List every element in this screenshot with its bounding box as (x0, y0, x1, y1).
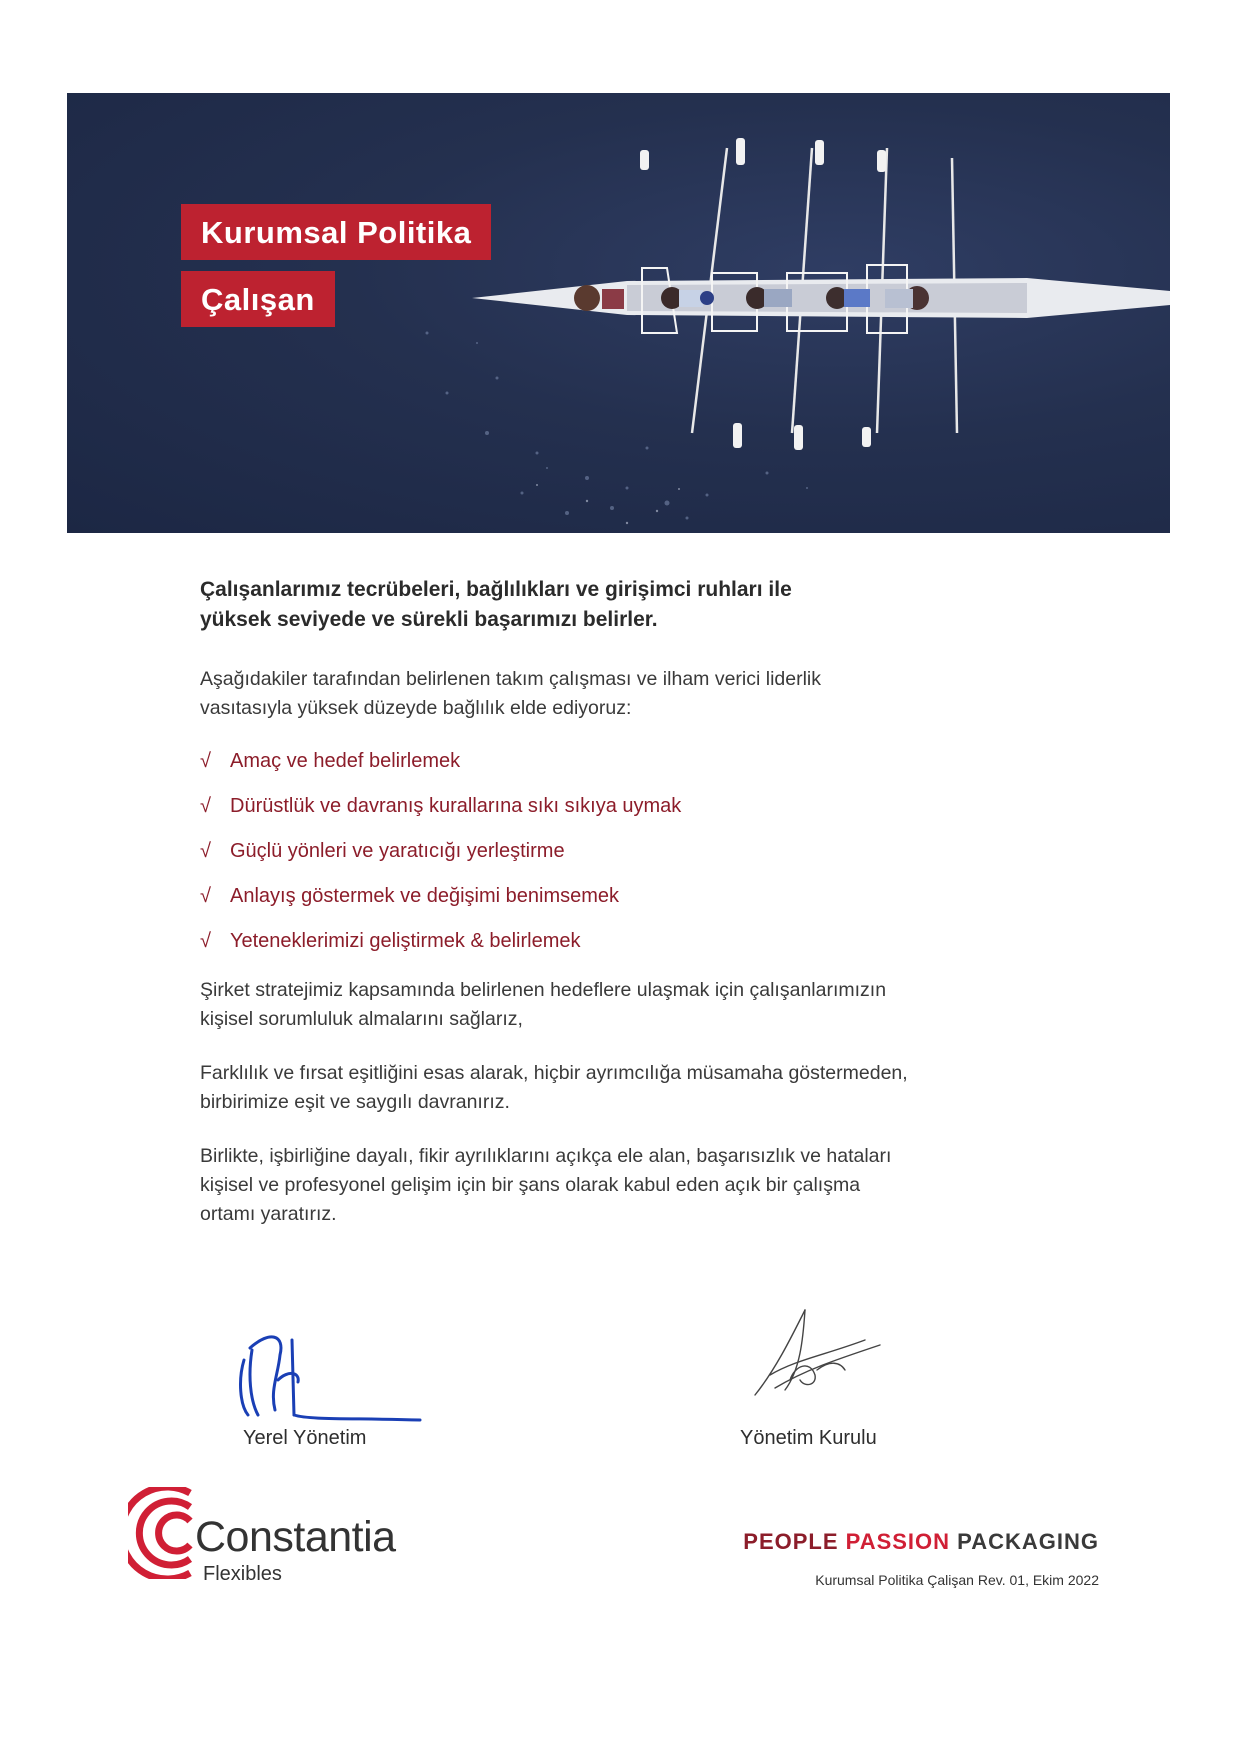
list-item (200, 829, 1040, 874)
list-item-text: Amaç ve hedef belirlemek (230, 750, 461, 772)
document-reference: Kurumsal Politika Çalişan Rev. 01, Ekim 2022 (815, 1572, 1099, 1588)
values-checklist (200, 739, 1040, 964)
checkmark-icon: √ (200, 840, 211, 862)
tagline-packaging: PACKAGING (957, 1529, 1099, 1554)
hero-title: Kurumsal Politika (181, 204, 491, 260)
paragraph-line: Farklılık ve fırsat eşitliğini esas alarak, hiçbir ayrımcılığa müsamaha göstermeden, (200, 1062, 908, 1084)
list-item-text: Anlayış göstermek ve değişimi benimsemek (230, 885, 620, 907)
paragraph-line: kişisel ve profesyonel gelişim için bir şans olarak kabul eden açık bir çalışma (200, 1174, 861, 1196)
lead-line: Çalışanlarımız tecrübeleri, bağlılıkları ve girişimci ruhları ile (200, 578, 792, 601)
list-item-text: Yeteneklerimizi geliştirmek & belirlemek (230, 930, 581, 952)
tagline-people: PEOPLE (743, 1529, 839, 1554)
tagline-passion: PASSION (845, 1529, 951, 1554)
checkmark-icon: √ (200, 930, 211, 952)
paragraph-line: ortamı yaratırız. (200, 1203, 337, 1225)
brand-subtitle: Flexibles (203, 1563, 282, 1585)
list-item (200, 739, 1040, 784)
signature-label-local-management: Yerel Yönetim (243, 1427, 367, 1449)
list-item (200, 919, 1040, 964)
list-item (200, 784, 1040, 829)
signature-local-management (230, 1320, 440, 1430)
hero-banner (67, 93, 1170, 533)
brand-name: Constantia (195, 1513, 396, 1561)
checkmark-icon: √ (200, 750, 211, 772)
policy-content (200, 575, 1040, 1229)
constantia-logo-icon (128, 1487, 198, 1579)
intro-paragraph (200, 665, 1040, 723)
paragraph-line: kişisel sorumluluk almalarını sağlarız, (200, 1008, 523, 1030)
intro-line: vasıtasıyla yüksek düzeyde bağlılık elde ediyoruz: (200, 697, 632, 719)
intro-line: Aşağıdakiler tarafından belirlenen takım çalışması ve ilham verici liderlik (200, 668, 822, 690)
paragraph-equality (200, 1059, 1040, 1117)
signature-board-of-directors (745, 1300, 895, 1410)
lead-statement (200, 575, 1040, 635)
hero-subtitle: Çalışan (181, 271, 335, 327)
paragraph-line: birbirimize eşit ve saygılı davranırız. (200, 1091, 510, 1113)
list-item (200, 874, 1040, 919)
paragraph-line: Birlikte, işbirliğine dayalı, fikir ayrılıklarını açıkça ele alan, başarısızlık ve hataları (200, 1145, 892, 1167)
paragraph-line: Şirket stratejimiz kapsamında belirlenen hedeflere ulaşmak için çalışanlarımızın (200, 979, 887, 1001)
brand-tagline (743, 1531, 1099, 1553)
paragraph-responsibility (200, 976, 1040, 1034)
signature-label-board: Yönetim Kurulu (740, 1427, 877, 1449)
checkmark-icon: √ (200, 885, 211, 907)
lead-line: yüksek seviyede ve sürekli başarımızı belirler. (200, 608, 658, 631)
paragraph-collaboration (200, 1142, 1040, 1229)
checkmark-icon: √ (200, 795, 211, 817)
list-item-text: Güçlü yönleri ve yaratıcığı yerleştirme (230, 840, 565, 862)
list-item-text: Dürüstlük ve davranış kurallarına sıkı sıkıya uymak (230, 795, 682, 817)
